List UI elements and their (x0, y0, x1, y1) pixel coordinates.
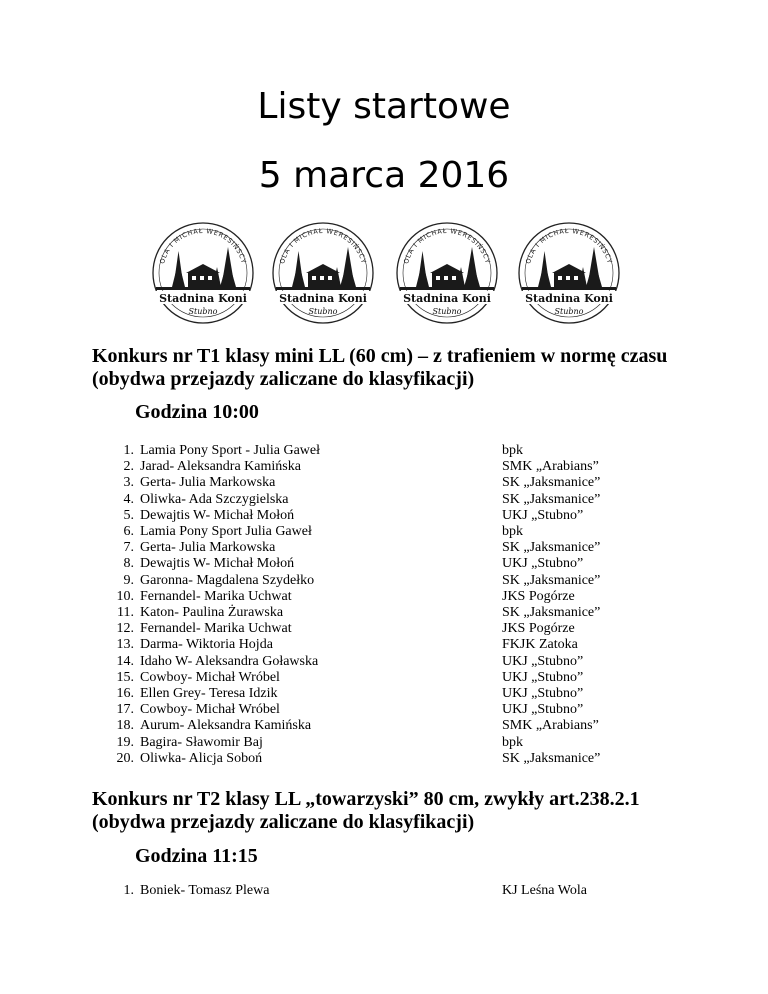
section-1-time: Godzina 10:00 (135, 401, 259, 423)
stadnina-koni-logo (150, 217, 256, 327)
entry-horse-rider: Cowboy- Michał Wróbel (140, 702, 280, 718)
entry-club: SK „Jaksmanice” (502, 750, 601, 766)
entry-horse-rider: Idaho W- Aleksandra Goławska (140, 653, 319, 669)
entry-club: SK „Jaksmanice” (502, 605, 601, 620)
entry-horse-rider: Dewajtis W- Michał Mołoń (140, 556, 295, 572)
entry-horse-rider: Oliwka- Ada Szczygielska (140, 491, 289, 507)
page-title: Listy startowe (257, 86, 511, 127)
entry-club: UKJ „Stubno” (502, 702, 584, 718)
logo-arc-text: OLA I MICHAŁ WERESIŃSCY (158, 226, 248, 265)
entry-club: SK „Jaksmanice” (502, 572, 601, 588)
entry-number: 16. (116, 686, 134, 701)
logo-name: Stadnina Koni (525, 292, 613, 305)
stadnina-koni-logo (270, 217, 376, 327)
entry-club: UKJ „Stubno” (502, 669, 584, 685)
entry-horse-rider: Cowboy- Michał Wróbel (140, 669, 280, 685)
entry-number: 20. (116, 750, 134, 766)
stadnina-koni-logo (516, 217, 622, 327)
section-1-title (92, 345, 732, 391)
entry-club: JKS Pogórze (502, 588, 575, 604)
logo-arc-text: OLA I MICHAŁ WERESIŃSCY (402, 226, 492, 265)
section-2-title-line2: (obydwa przejazdy zaliczane do klasyfikacji) (92, 811, 475, 833)
entry-number: 12. (116, 621, 134, 637)
entry-horse-rider: Boniek- Tomasz Plewa (140, 883, 270, 898)
entry-number: 6. (123, 524, 134, 539)
entry-number: 1. (123, 883, 134, 898)
logo-subname: Stubno (554, 307, 584, 316)
entry-horse-rider: Gerta- Julia Markowska (140, 540, 276, 556)
entry-number: 14. (116, 653, 134, 669)
entry-number: 17. (116, 702, 134, 718)
entry-number: 15. (116, 669, 134, 685)
entry-horse-rider: Aurum- Aleksandra Kamińska (140, 718, 312, 734)
entry-club: SK „Jaksmanice” (502, 475, 601, 491)
logo-arc-text: OLA I MICHAŁ WERESIŃSCY (524, 226, 614, 265)
logo-subname: Stubno (432, 307, 462, 316)
entry-club: UKJ „Stubno” (502, 686, 584, 701)
entry-horse-rider: Bagira- Sławomir Baj (140, 734, 263, 750)
logo-subname: Stubno (188, 307, 218, 316)
entry-club: UKJ „Stubno” (502, 653, 584, 669)
entry-horse-rider: Dewajtis W- Michał Mołoń (140, 507, 295, 523)
entry-number: 2. (123, 459, 134, 475)
section-1-title-line2: (obydwa przejazdy zaliczane do klasyfikacji) (92, 368, 475, 390)
section-2-title (92, 788, 732, 834)
entry-club: UKJ „Stubno” (502, 507, 584, 523)
section-1-title-line1: Konkurs nr T1 klasy mini LL (60 cm) – z trafieniem w normę czasu (92, 345, 668, 367)
entry-number: 18. (116, 718, 134, 734)
entry-number: 19. (116, 734, 134, 750)
logo-row (150, 217, 620, 327)
entry-number: 8. (123, 556, 134, 572)
entry-horse-rider: Jarad- Aleksandra Kamińska (140, 459, 301, 475)
entry-horse-rider: Lamia Pony Sport - Julia Gaweł (140, 443, 321, 458)
logo-name: Stadnina Koni (403, 292, 491, 305)
entry-club: bpk (502, 734, 523, 750)
entry-club: bpk (502, 524, 523, 539)
entry-number: 10. (116, 588, 134, 604)
page-date: 5 marca 2016 (258, 155, 510, 196)
entry-horse-rider: Gerta- Julia Markowska (140, 475, 276, 491)
entry-club: JKS Pogórze (502, 621, 575, 637)
entry-number: 4. (123, 491, 134, 507)
entry-number: 9. (123, 572, 134, 588)
section-2-title-line1: Konkurs nr T2 klasy LL „towarzyski” 80 cm, zwykły art.238.2.1 (92, 788, 640, 810)
entry-club: SK „Jaksmanice” (502, 491, 601, 507)
entry-horse-rider: Oliwka- Alicja Soboń (140, 750, 263, 766)
entry-club: SK „Jaksmanice” (502, 540, 601, 556)
entry-number: 3. (123, 475, 134, 491)
entry-number: 7. (123, 540, 134, 556)
entry-horse-rider: Fernandel- Marika Uchwat (140, 588, 292, 604)
entry-number: 1. (123, 443, 134, 458)
entry-club: SMK „Arabians” (502, 459, 599, 475)
entry-club: KJ Leśna Wola (502, 883, 587, 898)
svg-text:OLA I MICHAŁ WERESIŃSCY (278, 227, 368, 265)
entry-horse-rider: Darma- Wiktoria Hojda (140, 637, 273, 653)
entry-number: 13. (116, 637, 134, 653)
entry-club: UKJ „Stubno” (502, 556, 584, 572)
entry-horse-rider: Katon- Paulina Żurawska (140, 605, 284, 620)
logo-name: Stadnina Koni (159, 292, 247, 305)
logo-subname: Stubno (308, 307, 338, 316)
logo-arc-text: OLA I MICHAŁ WERESIŃSCY (278, 226, 368, 265)
svg-text:OLA I MICHAŁ WERESIŃSCY (402, 227, 492, 265)
entry-club: SMK „Arabians” (502, 718, 599, 734)
stadnina-koni-logo (394, 217, 500, 327)
svg-text:OLA I MICHAŁ WERESIŃSCY (158, 227, 248, 265)
entry-horse-rider: Ellen Grey- Teresa Idzik (140, 686, 278, 701)
entry-number: 5. (123, 507, 134, 523)
entry-club: bpk (502, 443, 523, 458)
entry-horse-rider: Lamia Pony Sport Julia Gaweł (140, 524, 312, 539)
logo-name: Stadnina Koni (279, 292, 367, 305)
section-2-time: Godzina 11:15 (135, 845, 258, 867)
entry-horse-rider: Garonna- Magdalena Szydełko (140, 572, 315, 588)
entry-number: 11. (117, 605, 134, 620)
entry-club: FKJK Zatoka (502, 637, 578, 653)
entry-horse-rider: Fernandel- Marika Uchwat (140, 621, 292, 637)
svg-text:OLA I MICHAŁ WERESIŃSCY (524, 227, 614, 265)
